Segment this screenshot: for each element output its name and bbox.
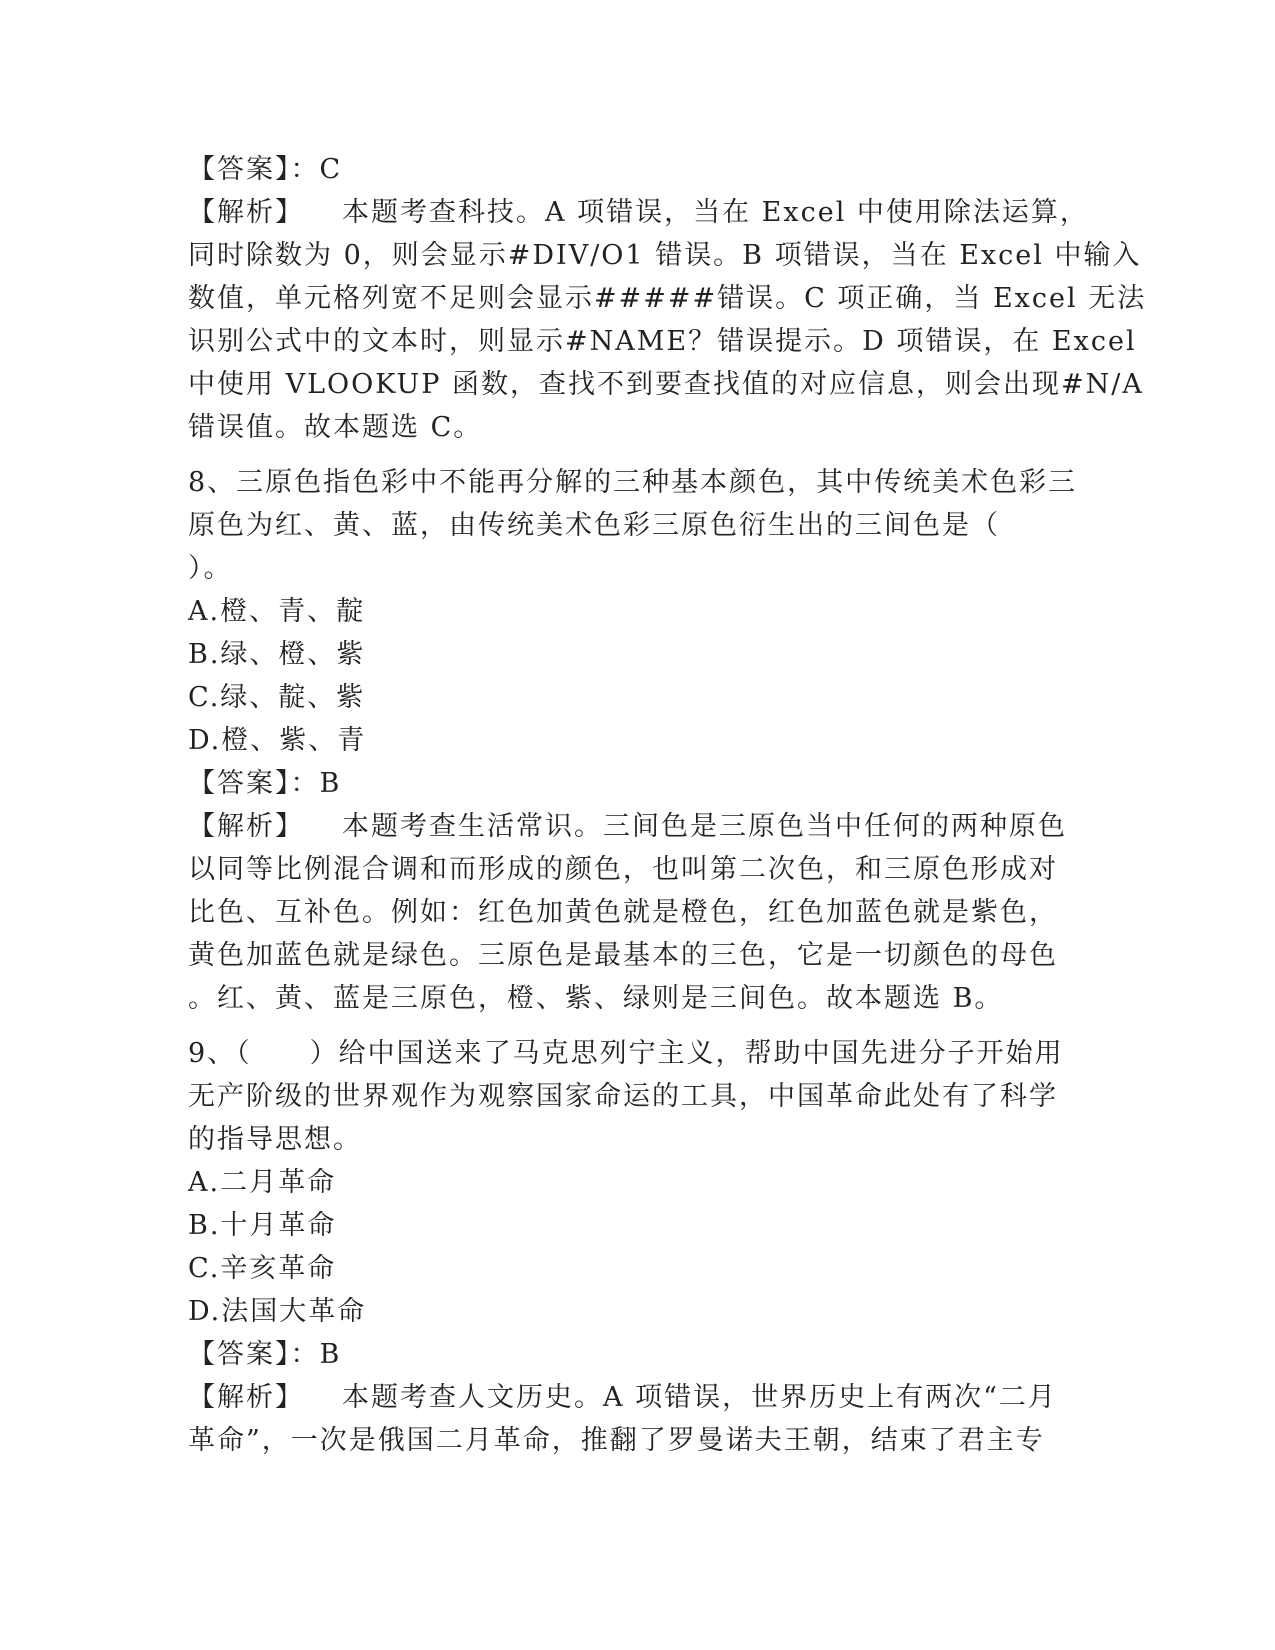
explanation-label: 【解析】 <box>188 197 304 228</box>
option-c: C.辛亥革命 <box>188 1253 337 1284</box>
option-a: A.橙、青、靛 <box>188 596 366 627</box>
page-content <box>188 148 1147 1462</box>
explanation-line: 识别公式中的文本时，则显示#NAME？错误提示。D 项错误，在 Excel <box>188 326 1137 357</box>
question-text-line: ）。 <box>188 553 233 584</box>
question-text-line: 原色为红、黄、蓝，由传统美术色彩三原色衍生出的三间色是（ <box>188 510 1000 541</box>
explanation-line: 中使用 VLOOKUP 函数，查找不到要查找值的对应信息，则会出现#N/A <box>188 369 1144 400</box>
answer-line: 【答案】：B <box>188 1339 342 1370</box>
answer-line: 【答案】：B <box>188 768 342 799</box>
explanation-line: 同时除数为 0，则会显示#DIV/O1 错误。B 项错误，当在 Excel 中输入 <box>188 240 1142 271</box>
answer-line: 【答案】：C <box>188 154 343 185</box>
explanation-line: 错误值。故本题选 C。 <box>188 412 483 443</box>
option-a: A.二月革命 <box>188 1167 337 1198</box>
explanation-text: 本题考查科技。A 项错误，当在 Excel 中使用除法运算， <box>342 197 1089 228</box>
explanation-line: 比色、互补色。例如：红色加黄色就是橙色，红色加蓝色就是紫色， <box>188 897 1058 928</box>
explanation-line <box>188 1376 1078 1419</box>
question-text-line: 无产阶级的世界观作为观察国家命运的工具，中国革命此处有了科学 <box>188 1081 1058 1112</box>
explanation-line: 。红、黄、蓝是三原色，橙、紫、绿则是三间色。故本题选 B。 <box>188 983 1004 1014</box>
option-b: B.绿、橙、紫 <box>188 639 366 670</box>
option-b: B.十月革命 <box>188 1210 337 1241</box>
option-c: C.绿、靛、紫 <box>188 682 366 713</box>
explanation-line <box>188 805 1078 848</box>
explanation-label: 【解析】 <box>188 1382 304 1413</box>
option-d: D.法国大革命 <box>188 1296 367 1327</box>
option-d: D.橙、紫、青 <box>188 725 367 756</box>
explanation-line: 以同等比例混合调和而形成的颜色，也叫第二次色，和三原色形成对 <box>188 854 1058 885</box>
question-text-line: 9、（ ）给中国送来了马克思列宁主义，帮助中国先进分子开始用 <box>188 1038 1064 1069</box>
explanation-text: 本题考查生活常识。三间色是三原色当中任何的两种原色 <box>342 811 1067 842</box>
question-8 <box>188 461 1078 1020</box>
explanation-text: 本题考查人文历史。A 项错误，世界历史上有两次“二月 <box>342 1382 1057 1413</box>
explanation-line: 数值，单元格列宽不足则会显示#####错误。C 项正确，当 Excel 无法 <box>188 283 1147 314</box>
explanation-line <box>188 191 1089 234</box>
explanation-line: 黄色加蓝色就是绿色。三原色是最基本的三色，它是一切颜色的母色 <box>188 940 1058 971</box>
q7-answer-block <box>188 148 1147 449</box>
question-9 <box>188 1032 1078 1462</box>
question-text-line: 8、三原色指色彩中不能再分解的三种基本颜色，其中传统美术色彩三 <box>188 467 1078 498</box>
question-text-line: 的指导思想。 <box>188 1124 362 1155</box>
explanation-line: 革命”，一次是俄国二月革命，推翻了罗曼诺夫王朝，结束了君主专 <box>188 1425 1045 1456</box>
explanation-label: 【解析】 <box>188 811 304 842</box>
